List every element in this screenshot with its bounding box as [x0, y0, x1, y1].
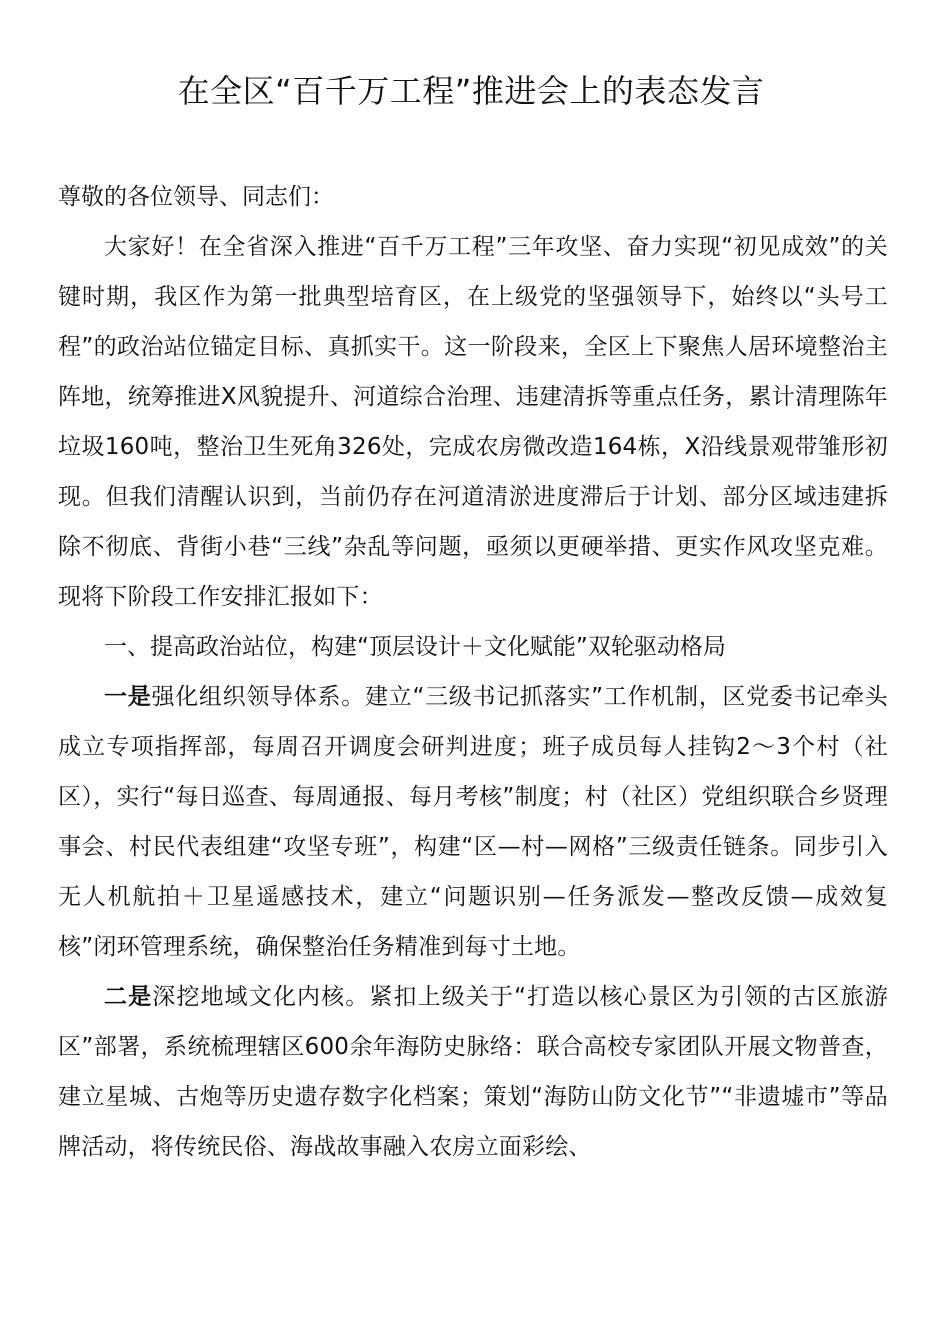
item-paragraph-1: [58, 672, 888, 972]
intro-paragraph: 大家好！在全省深入推进“百千万工程”三年攻坚、奋力实现“初见成效”的关键时期，我区作为第一批典型培育区，在上级党的坚强领导下，始终以“头号工程”的政治站位锚定目标、真抓实干。这一阶段来，全区上下聚焦人居环境整治主阵地，统筹推进X风貌提升、河道综合治理、违建清拆等重点任务，累计清理陈年垃圾160吨，整治卫生死角326处，完成农房微改造164栋，X沿线景观带雏形初现。但我们清醒认识到，当前仍存在河道清淤进度滞后于计划、部分区域违建拆除不彻底、背街小巷“三线”杂乱等问题，亟须以更硬举措、更实作风攻坚克难。现将下阶段工作安排汇报如下：: [58, 234, 888, 610]
document-title: 在全区“百千万工程”推进会上的表态发言: [177, 72, 765, 110]
item-text-2: 深挖地域文化内核。紧扣上级关于“打造以核心景区为引领的古区旅游区”部署，系统梳理辖区600余年海防史脉络：联合高校专家团队开展文物普查，建立星城、古炮等历史遗存数字化档案；策划“海防山防文化节”“非遗墟市”等品牌活动，将传统民俗、海战故事融入农房立面彩绘、: [58, 984, 888, 1160]
item-lead-1: 一是: [104, 684, 152, 710]
item-paragraph-2: [58, 972, 888, 1172]
item-text-1: 强化组织领导体系。建立“三级书记抓落实”工作机制，区党委书记牵头成立专项指挥部，每周召开调度会研判进度；班子成员每人挂钩2～3个村（社区），实行“每日巡查、每周通报、每月考核”制度；村（社区）党组织联合乡贤理事会、村民代表组建“攻坚专班”，构建“区—村—网格”三级责任链条。同步引入无人机航拍＋卫星遥感技术，建立“问题识别—任务派发—整改反馈—成效复核”闭环管理系统，确保整治任务精准到每寸土地。: [58, 684, 888, 960]
item-lead-2: 二是: [104, 984, 153, 1010]
section-heading-1: 一、提高政治站位，构建“顶层设计＋文化赋能”双轮驱动格局: [104, 634, 726, 660]
salutation: 尊敬的各位领导、同志们：: [58, 184, 334, 210]
